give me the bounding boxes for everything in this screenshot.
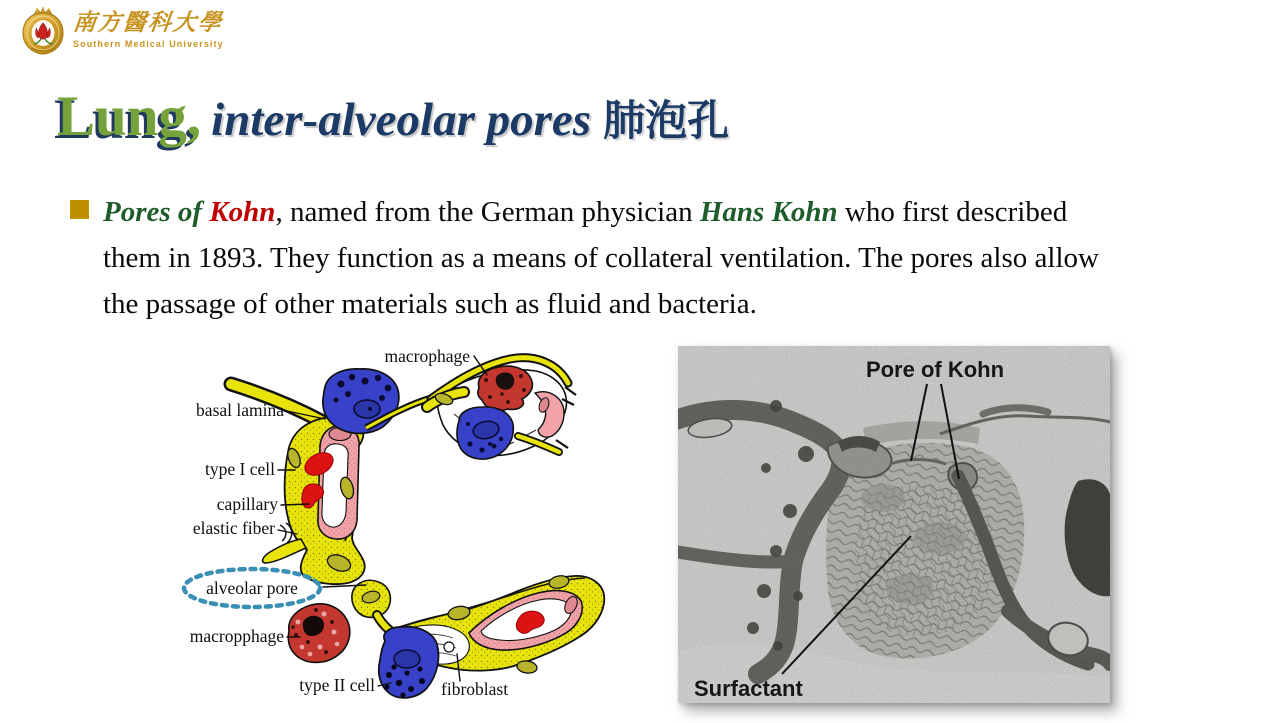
paragraph-line-1 — [70, 189, 1190, 235]
type-ii-cell — [379, 627, 439, 698]
university-name — [73, 10, 224, 49]
paragraph-line-2: them in 1893. They function as a means of collateral ventilation. The pores also allow — [103, 242, 1099, 274]
university-logo — [20, 6, 224, 56]
alveolar-wall-diagram — [138, 342, 616, 718]
em-grain-overlay — [678, 346, 1110, 703]
label-type-i-cell: type I cell — [205, 459, 275, 479]
bullet-marker — [70, 200, 89, 219]
electron-micrograph — [678, 346, 1110, 703]
label-macrophage: macrophage — [384, 346, 470, 366]
text-named-from: , named from the German physician — [275, 196, 700, 228]
label-type-ii-cell: type II cell — [299, 675, 375, 695]
text-kohn: Kohn — [209, 196, 276, 228]
macrophage-cell-lower — [288, 604, 349, 663]
university-name-chinese: 南方醫科大學 — [71, 10, 225, 35]
text-hans-kohn: Hans Kohn — [699, 196, 838, 228]
upper-right-septum — [427, 358, 576, 459]
blue-cell-top — [323, 369, 399, 434]
bullet-paragraph — [70, 189, 1190, 327]
label-elastic-fiber: elastic fiber — [192, 518, 275, 538]
paragraph-line-3: the passage of other materials such as fluid and bacteria. — [103, 288, 757, 320]
text-who-described: who first described — [837, 196, 1068, 228]
title-lung: Lung, — [57, 85, 202, 148]
em-label-pore-of-kohn: Pore of Kohn — [865, 357, 1005, 382]
label-fibroblast: fibroblast — [441, 679, 509, 699]
label-alveolar-pore: alveolar pore — [206, 578, 298, 598]
label-capillary: capillary — [216, 494, 278, 514]
slide-title — [57, 84, 729, 149]
university-crest-icon — [20, 6, 66, 56]
title-chinese: 肺泡孔 — [603, 99, 730, 145]
title-english: inter-alveolar pores — [211, 94, 592, 146]
em-label-surfactant: Surfactant — [694, 676, 803, 701]
text-pores-of: Pores of — [103, 196, 210, 228]
label-basal-lamina: basal lamina — [196, 400, 284, 420]
label-macropphage: macropphage — [189, 626, 284, 646]
university-name-english: Southern Medical University — [73, 39, 224, 49]
